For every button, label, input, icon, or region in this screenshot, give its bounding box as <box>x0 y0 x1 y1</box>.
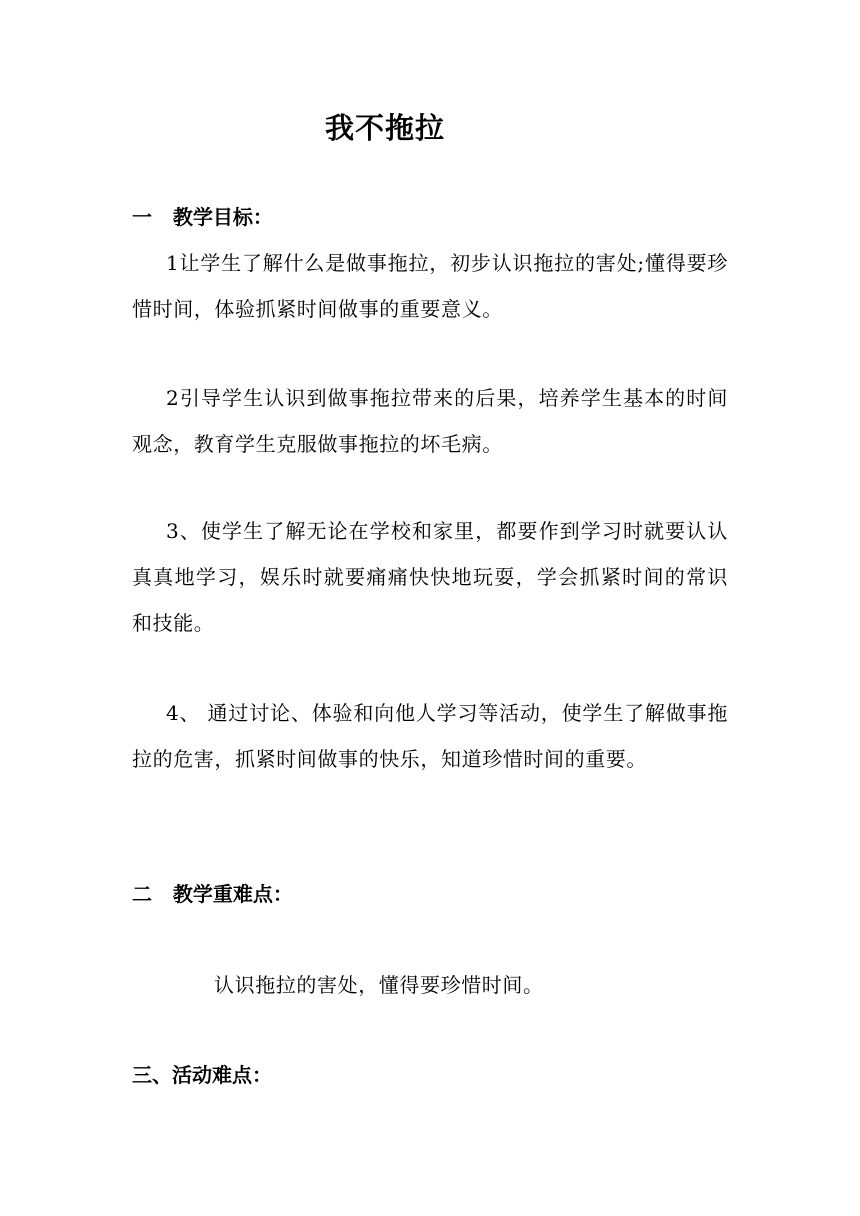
objective-paragraph-4: 4、 通过讨论、体验和向他人学习等活动，使学生了解做事拖拉的危害，抓紧时间做事的快乐，知道珍惜时间的重要。 <box>132 701 728 771</box>
key-points-paragraph: 认识拖拉的害处，懂得要珍惜时间。 <box>214 973 544 997</box>
objective-paragraph-2: 2引导学生认识到做事拖拉带来的后果，培养学生基本的时间观念，教育学生克服做事拖拉的坏毛病。 <box>132 386 728 456</box>
objective-paragraph-1: 1让学生了解什么是做事拖拉，初步认识拖拉的害处;懂得要珍惜时间，体验抓紧时间做事的重要意义。 <box>132 251 728 321</box>
section-heading-objectives: 一 教学目标： <box>132 205 273 229</box>
section-heading-key-points: 二 教学重难点： <box>132 882 293 906</box>
section-heading-activity-difficulties: 三、活动难点： <box>132 1063 272 1087</box>
objective-paragraph-3: 3、使学生了解无论在学校和家里，都要作到学习时就要认认真真地学习，娱乐时就要痛痛快快地玩耍，学会抓紧时间的常识和技能。 <box>132 519 728 635</box>
document-title: 我不拖拉 <box>324 111 445 145</box>
